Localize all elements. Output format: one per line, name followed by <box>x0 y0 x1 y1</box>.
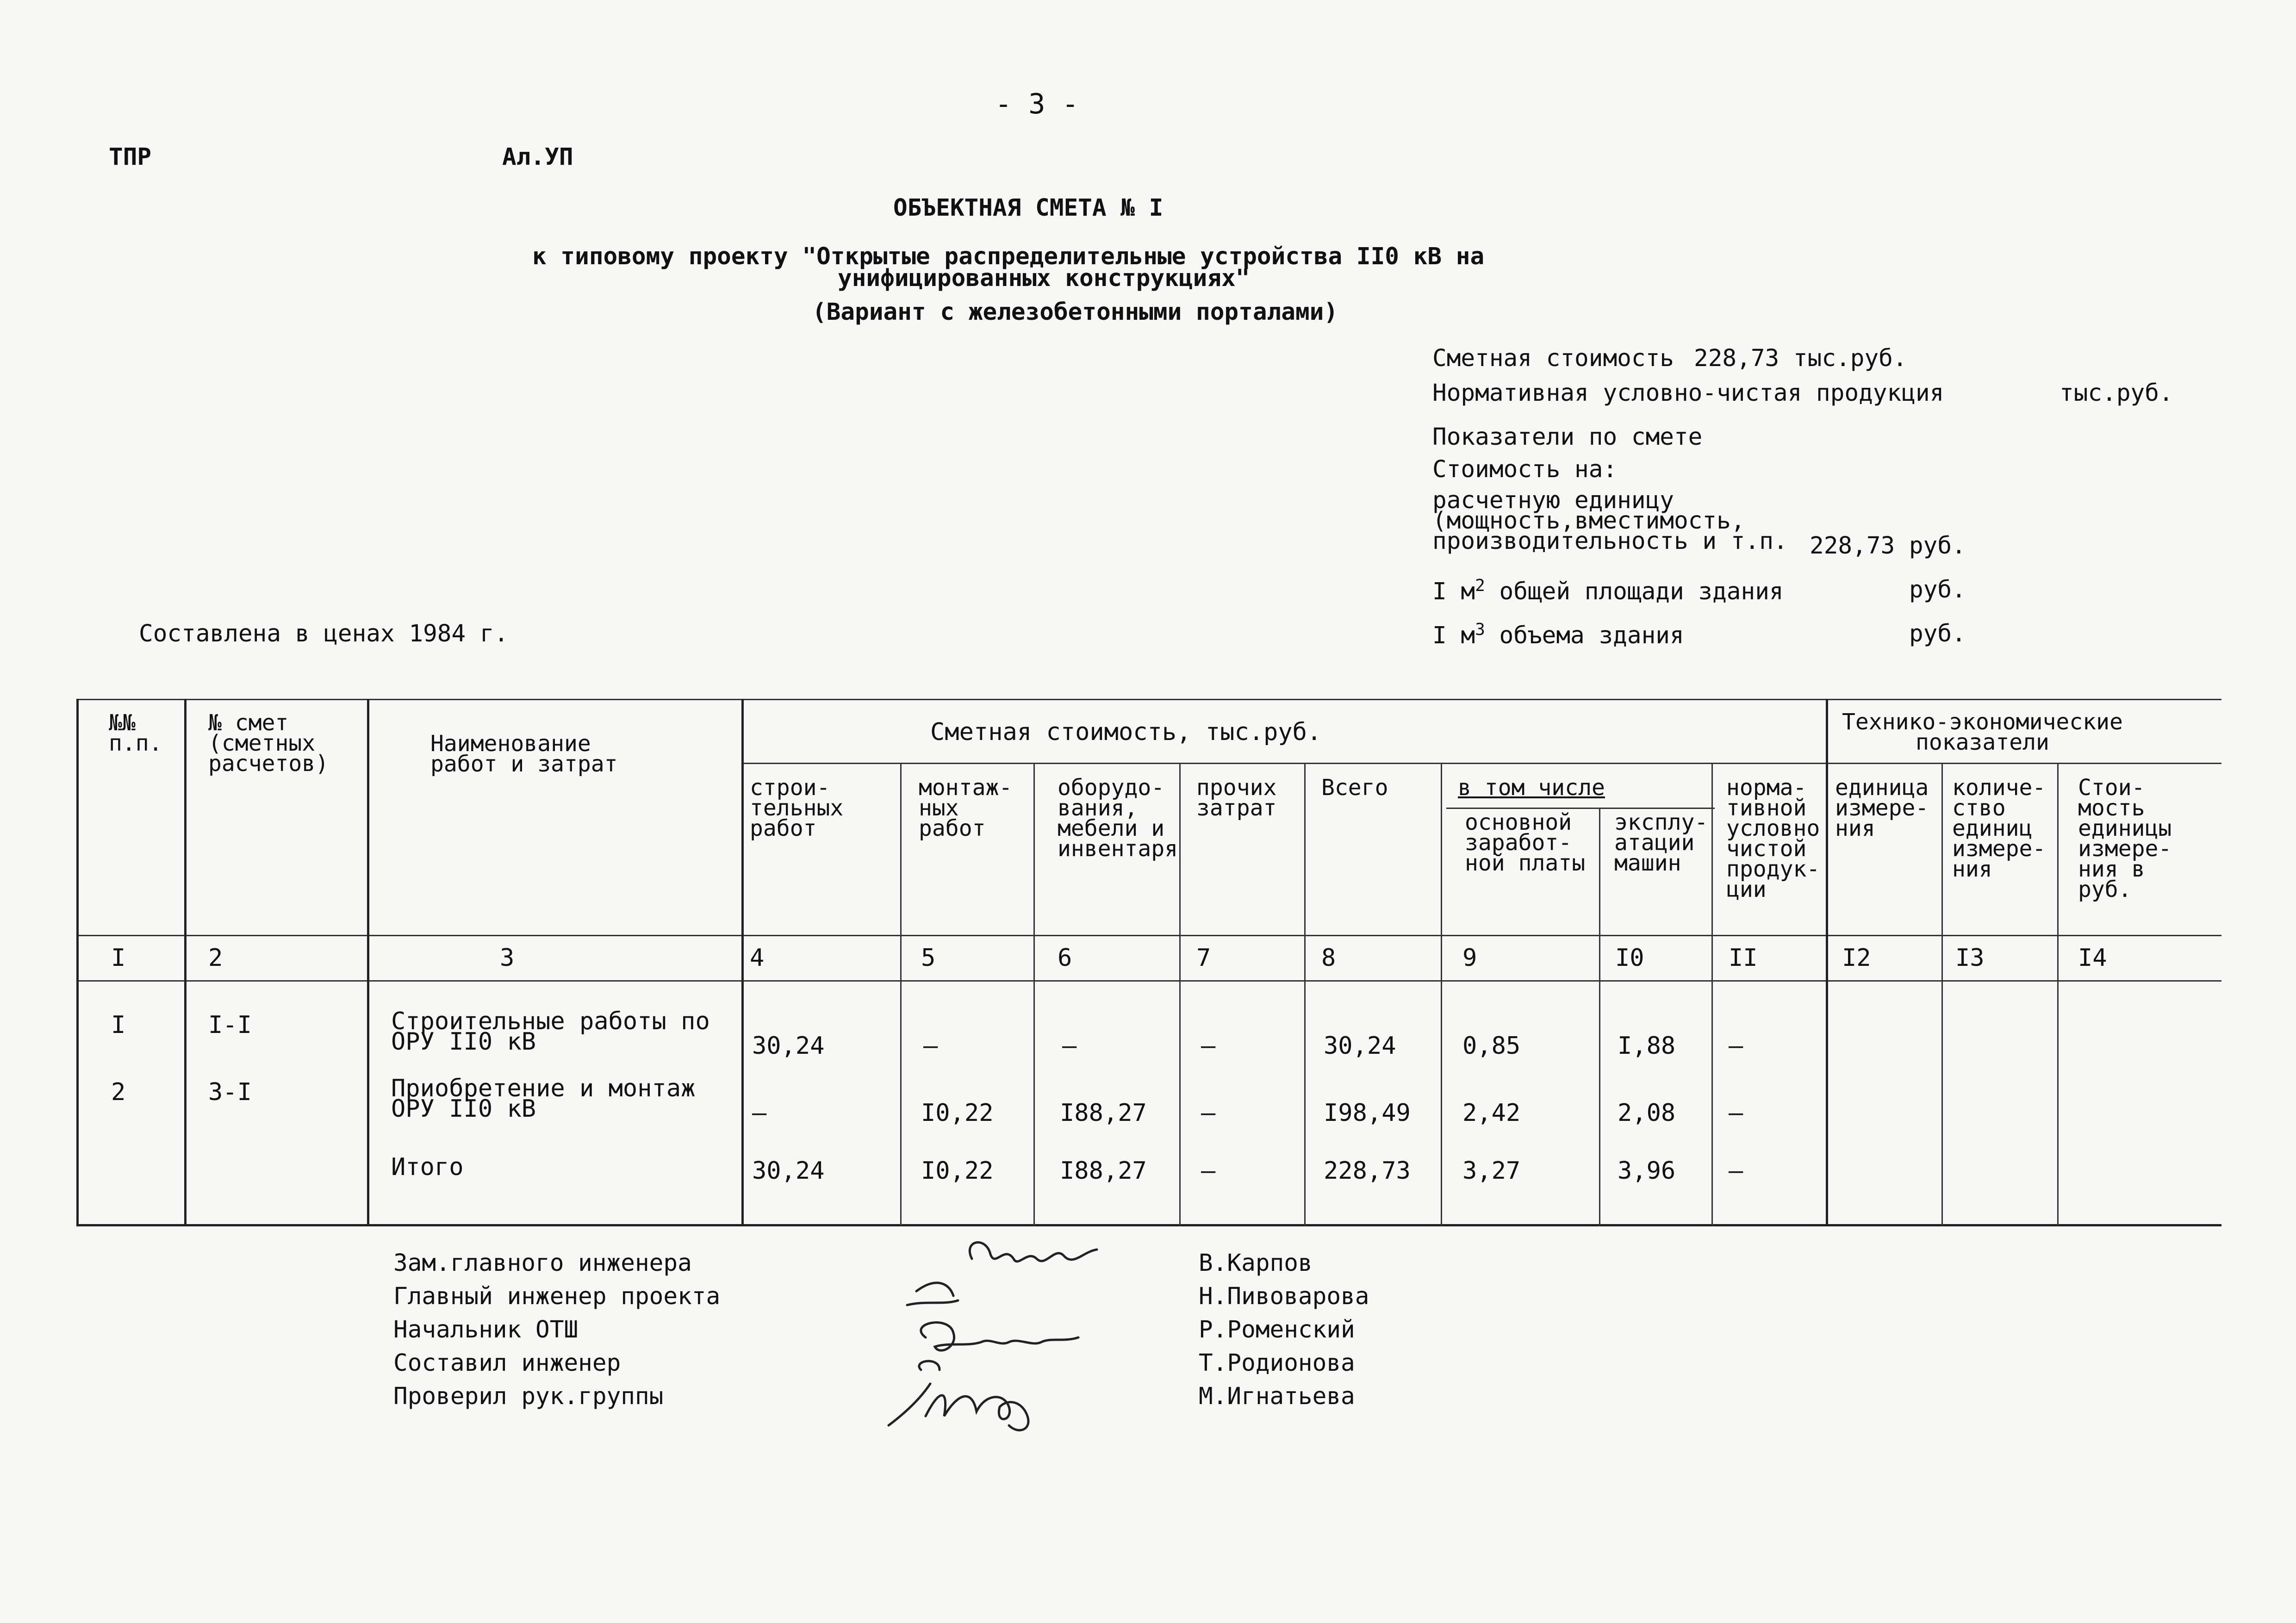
header-col6: оборудо- вания, мебели и инвентаря <box>1058 775 1178 862</box>
col-line-0 <box>76 699 79 1226</box>
m3-sup: 3 <box>1475 620 1485 639</box>
signature-name: Н.Пивоварова <box>1199 1283 1369 1310</box>
header-tech-group: Технико-экономические показатели <box>1842 709 2123 755</box>
row-c9: 3,27 <box>1462 1157 1521 1185</box>
indicators-label: Показатели по смете <box>1432 423 1703 451</box>
row-c7: – <box>1201 1157 1216 1185</box>
signature-role: Проверил рук.группы <box>393 1383 664 1410</box>
table-top-border <box>76 699 2221 700</box>
col-number: I3 <box>1955 944 1985 972</box>
header-bottom-border <box>76 935 2221 936</box>
signature-name: М.Игнатьева <box>1199 1383 1355 1410</box>
row-name: Приобретение и монтаж ОРУ II0 кВ <box>391 1075 696 1123</box>
header-col9: основной заработ- ной платы <box>1465 809 1586 876</box>
signature-name: В.Карпов <box>1199 1250 1313 1277</box>
row-c9: 2,42 <box>1462 1099 1521 1127</box>
col-line-4 <box>900 763 902 1226</box>
row-c8: 30,24 <box>1324 1032 1396 1060</box>
header-col13: количе- ство единиц измере- ния <box>1952 775 2046 882</box>
row-estimate: 3-I <box>208 1078 252 1106</box>
row-c7: – <box>1201 1099 1216 1127</box>
header-col7: прочих затрат <box>1196 775 1277 821</box>
row-c10: 3,96 <box>1618 1157 1676 1185</box>
col-line-3 <box>741 699 744 1226</box>
col-line-7 <box>1304 763 1306 1226</box>
col-number: I <box>111 944 126 972</box>
signature-role: Составил инженер <box>393 1349 621 1377</box>
incl-group-divider <box>1446 808 1715 809</box>
subtitle-line2: унифицированных конструкциях" <box>838 265 1250 292</box>
col-line-11 <box>1826 699 1828 1226</box>
header-col12: единица измере- ния <box>1835 775 1929 841</box>
col-number: 5 <box>921 944 936 972</box>
header-col14: Стои- мость единицы измере- ния в руб. <box>2078 775 2172 902</box>
signature-role: Начальник ОТШ <box>393 1316 579 1343</box>
signature-scribble-5 <box>889 1384 1028 1430</box>
table-bottom-border <box>76 1224 2221 1226</box>
normative-label: Нормативная условно-чистая продукция <box>1432 379 1944 407</box>
header-col1: №№ п.п. <box>109 710 162 756</box>
row-c5: – <box>923 1032 938 1060</box>
cost-on-label: Стоимость на: <box>1432 456 1618 483</box>
row-c10: 2,08 <box>1618 1099 1676 1127</box>
col-number: 7 <box>1196 944 1211 972</box>
m2-line <box>1432 576 1784 605</box>
signature-name: Т.Родионова <box>1199 1349 1355 1377</box>
m2-unit: руб. <box>1909 576 1966 603</box>
row-c11: – <box>1729 1032 1743 1060</box>
row-c9: 0,85 <box>1462 1032 1521 1060</box>
row-c11: – <box>1729 1157 1743 1185</box>
row-c8: I98,49 <box>1324 1099 1411 1127</box>
header-col3: Наименование работ и затрат <box>430 731 618 777</box>
header-col5: монтаж- ных работ <box>919 775 1013 841</box>
col-line-1 <box>184 699 187 1226</box>
row-c6: I88,27 <box>1060 1099 1147 1127</box>
row-estimate: I-I <box>208 1011 252 1039</box>
col-line-2 <box>367 699 369 1226</box>
row-c5: I0,22 <box>921 1157 994 1185</box>
tech-group-divider <box>1828 763 2221 764</box>
header-incl-group: в том числе <box>1458 775 1605 801</box>
document-title: ОБЪЕКТНАЯ СМЕТА № I <box>893 194 1164 222</box>
signature-scribble-2 <box>907 1283 958 1305</box>
m2-sup: 2 <box>1475 576 1485 595</box>
col-number: I4 <box>2078 944 2107 972</box>
signature-name: Р.Роменский <box>1199 1316 1355 1343</box>
row-number: I <box>111 1011 126 1039</box>
m3-unit: руб. <box>1909 620 1966 647</box>
row-number: 2 <box>111 1078 126 1106</box>
col-line-6 <box>1179 763 1181 1226</box>
signature-scribble-4 <box>919 1361 940 1370</box>
prices-year: Составлена в ценах 1984 г. <box>139 620 509 647</box>
col-number: 2 <box>208 944 223 972</box>
estimated-cost-label: Сметная стоимость <box>1432 345 1674 372</box>
m3-label: объема здания <box>1499 622 1684 649</box>
album-code: Ал.УП <box>502 143 573 171</box>
signature-role: Главный инженер проекта <box>393 1283 721 1310</box>
col-number: II <box>1729 944 1758 972</box>
header-col2: № смет (сметных расчетов) <box>208 710 329 777</box>
left-code: ТПР <box>109 143 152 171</box>
signature-scribble-1 <box>970 1243 1097 1262</box>
col-number: I2 <box>1842 944 1871 972</box>
cost-group-divider <box>743 763 1828 764</box>
row-c5: I0,22 <box>921 1099 994 1127</box>
unit-value: 228,73 руб. <box>1810 532 1966 560</box>
row-c4: 30,24 <box>752 1157 825 1185</box>
normative-unit: тыс.руб. <box>2060 379 2173 407</box>
col-number: I0 <box>1615 944 1644 972</box>
col-line-8 <box>1441 763 1442 1226</box>
col-line-5 <box>1033 763 1035 1226</box>
m3-prefix: I м <box>1432 622 1475 649</box>
signature-role: Зам.главного инженера <box>393 1250 692 1277</box>
col-line-10 <box>1711 763 1713 1226</box>
col-number: 3 <box>500 944 515 972</box>
header-col10: эксплу- атации машин <box>1614 809 1708 876</box>
row-c4: 30,24 <box>752 1032 825 1060</box>
col-line-9 <box>1599 808 1600 1226</box>
col-line-13 <box>2057 763 2059 1226</box>
col-numbers-bottom-border <box>76 980 2221 982</box>
col-number: 4 <box>750 944 765 972</box>
row-c7: – <box>1201 1032 1216 1060</box>
unit-line3: производительность и т.п. <box>1432 528 1788 555</box>
header-cost-group: Сметная стоимость, тыс.руб. <box>930 718 1322 746</box>
row-c4: – <box>752 1099 767 1127</box>
signature-scribble-3 <box>921 1323 1078 1350</box>
unit-line1: расчетную единицу <box>1432 487 1674 514</box>
m2-label: общей площади здания <box>1499 578 1784 605</box>
handwritten-signatures <box>879 1231 1139 1435</box>
page-number: - 3 - <box>995 88 1079 120</box>
estimated-cost-value: 228,73 тыс.руб. <box>1694 345 1907 372</box>
row-c11: – <box>1729 1099 1743 1127</box>
row-c6: I88,27 <box>1060 1157 1147 1185</box>
header-col4: строи- тельных работ <box>750 775 844 841</box>
header-col8: Всего <box>1321 775 1388 801</box>
variant-line: (Вариант с железобетонными порталами) <box>812 298 1338 326</box>
row-c6: – <box>1062 1032 1077 1060</box>
m2-prefix: I м <box>1432 578 1475 605</box>
m3-line <box>1432 620 1684 649</box>
col-line-12 <box>1941 763 1943 1226</box>
header-col11: норма- тивной условно чистой продук- ции <box>1726 775 1820 902</box>
col-number: 6 <box>1058 944 1072 972</box>
col-number: 9 <box>1462 944 1477 972</box>
row-name: Итого <box>391 1153 464 1181</box>
row-c10: I,88 <box>1618 1032 1676 1060</box>
row-name: Строительные работы по ОРУ II0 кВ <box>391 1007 710 1056</box>
unit-line2: (мощность,вместимость, <box>1432 507 1745 535</box>
row-c8: 228,73 <box>1324 1157 1411 1185</box>
subtitle-line1: к типовому проекту "Открытые распределительные устройства II0 кВ на <box>532 243 1485 270</box>
col-number: 8 <box>1321 944 1336 972</box>
unit-description <box>1432 487 1788 555</box>
